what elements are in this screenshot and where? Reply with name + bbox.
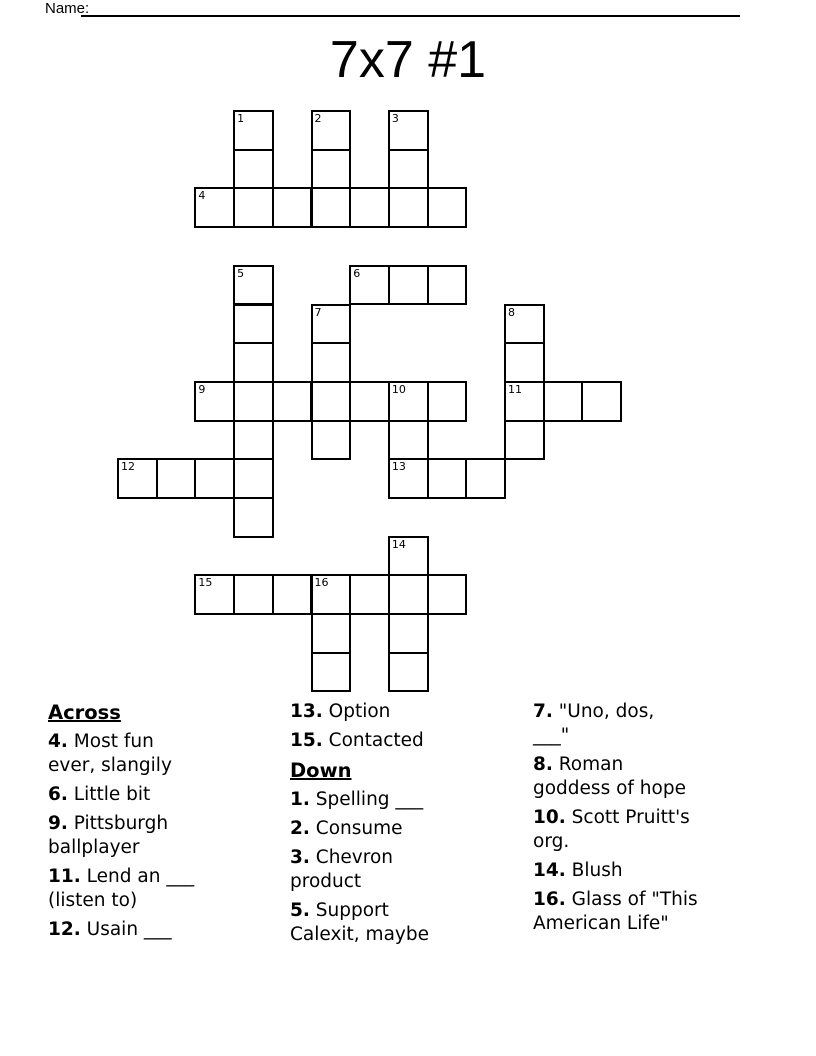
crossword-grid — [117, 110, 623, 693]
grid-cell[interactable] — [311, 304, 352, 345]
grid-cell[interactable] — [311, 613, 352, 654]
clue-6: 6. Little bit — [48, 784, 151, 805]
cell-number: 15 — [198, 576, 213, 590]
grid-cell[interactable] — [427, 458, 468, 499]
grid-cell[interactable] — [311, 110, 352, 151]
clue-4: 4. Most fun ever, slangily — [48, 731, 172, 776]
grid-cell[interactable] — [388, 574, 429, 615]
grid-cell[interactable] — [465, 458, 506, 499]
grid-cell[interactable] — [543, 381, 584, 422]
cell-number: 10 — [391, 382, 406, 396]
grid-cell[interactable] — [349, 187, 390, 228]
clue-11: 11. Lend an ___ (listen to) — [48, 866, 195, 911]
grid-cell[interactable] — [233, 149, 274, 190]
clue-12: 12. Usain ___ — [48, 919, 172, 940]
grid-cell[interactable] — [427, 574, 468, 615]
clue-13: 13. Option — [290, 701, 391, 722]
grid-cell[interactable] — [388, 149, 429, 190]
grid-cell[interactable] — [233, 304, 274, 345]
grid-cell[interactable] — [388, 536, 429, 577]
grid-cell[interactable] — [311, 420, 352, 461]
grid-cell[interactable] — [272, 187, 313, 228]
clue-number: 14. — [533, 860, 566, 881]
grid-cell[interactable] — [388, 613, 429, 654]
cell-number: 1 — [237, 112, 245, 125]
grid-cell[interactable] — [581, 381, 622, 422]
cell-number: 11 — [508, 382, 522, 396]
grid-cell[interactable] — [388, 110, 429, 151]
clue-3: 3. Chevron product — [290, 847, 394, 892]
grid-cell[interactable] — [349, 265, 390, 306]
clue-number: 3. — [290, 847, 310, 868]
grid-cell[interactable] — [311, 342, 352, 383]
across-header: Across — [48, 701, 121, 724]
grid-cell[interactable] — [427, 187, 468, 228]
clue-9: 9. Pittsburgh ballplayer — [48, 813, 169, 858]
clue-number: 5. — [290, 900, 310, 921]
cell-number: 13 — [391, 460, 406, 474]
cell-number: 5 — [237, 266, 245, 280]
clue-number: 15. — [290, 730, 323, 751]
clue-number: 6. — [48, 784, 68, 805]
clue-number: 1. — [290, 789, 310, 810]
grid-cell[interactable] — [233, 381, 274, 422]
clue-number: 10. — [533, 807, 566, 828]
grid-cell[interactable] — [504, 381, 545, 422]
clue-14: 14. Blush — [533, 860, 623, 881]
grid-cell[interactable] — [194, 187, 235, 228]
grid-cell[interactable] — [388, 458, 429, 499]
down-header: Down — [290, 759, 352, 782]
name-input-line[interactable] — [81, 1, 740, 17]
grid-cell[interactable] — [117, 458, 158, 499]
grid-cell[interactable] — [311, 149, 352, 190]
clue-15: 15. Contacted — [290, 730, 424, 751]
grid-cell[interactable] — [311, 574, 352, 615]
grid-cell[interactable] — [349, 381, 390, 422]
clue-number: 7. — [533, 701, 553, 722]
grid-cell[interactable] — [388, 652, 429, 693]
grid-cell[interactable] — [233, 497, 274, 538]
cell-number: 4 — [198, 189, 206, 203]
cell-number: 9 — [198, 382, 206, 396]
grid-cell[interactable] — [194, 574, 235, 615]
grid-cell[interactable] — [156, 458, 197, 499]
grid-cell[interactable] — [233, 342, 274, 383]
clue-number: 8. — [533, 754, 553, 775]
grid-cell[interactable] — [311, 652, 352, 693]
clue-column-2 — [290, 700, 528, 952]
grid-cell[interactable] — [233, 420, 274, 461]
cell-number: 14 — [391, 537, 406, 551]
grid-cell[interactable] — [272, 381, 313, 422]
grid-cell[interactable] — [427, 265, 468, 306]
grid-cell[interactable] — [194, 458, 235, 499]
grid-cell[interactable] — [233, 265, 274, 306]
grid-cell[interactable] — [311, 381, 352, 422]
clue-7: 7. "Uno, dos, ___" — [533, 701, 655, 746]
grid-cell[interactable] — [233, 458, 274, 499]
clue-10: 10. Scott Pruitt's org. — [533, 807, 690, 852]
grid-cell[interactable] — [388, 265, 429, 306]
grid-cell[interactable] — [233, 110, 274, 151]
grid-cell[interactable] — [504, 420, 545, 461]
clue-number: 13. — [290, 701, 323, 722]
cell-number: 16 — [314, 576, 329, 590]
grid-cell[interactable] — [388, 381, 429, 422]
grid-cell[interactable] — [194, 381, 235, 422]
cell-number: 2 — [314, 112, 322, 125]
clue-number: 12. — [48, 919, 81, 940]
clue-number: 16. — [533, 889, 566, 910]
clue-1: 1. Spelling ___ — [290, 789, 424, 810]
cell-number: 12 — [121, 460, 135, 474]
grid-cell[interactable] — [388, 420, 429, 461]
cell-number: 3 — [391, 112, 399, 125]
cell-number: 8 — [508, 305, 515, 319]
clue-2: 2. Consume — [290, 818, 403, 839]
clue-number: 11. — [48, 866, 81, 887]
grid-cell[interactable] — [272, 574, 313, 615]
clue-5: 5. Support Calexit, maybe — [290, 900, 429, 945]
grid-cell[interactable] — [349, 574, 390, 615]
grid-cell[interactable] — [388, 187, 429, 228]
grid-cell[interactable] — [427, 381, 468, 422]
clue-column-3 — [533, 700, 771, 941]
clue-number: 4. — [48, 731, 68, 752]
grid-cell[interactable] — [233, 187, 274, 228]
grid-cell[interactable] — [504, 304, 545, 345]
cell-number: 6 — [353, 266, 361, 280]
page-title: 7x7 #1 — [329, 31, 487, 89]
cell-number: 7 — [314, 305, 322, 319]
clue-8: 8. Roman goddess of hope — [533, 754, 686, 799]
grid-cell[interactable] — [311, 187, 352, 228]
clue-column-1 — [48, 700, 286, 947]
grid-cell[interactable] — [233, 574, 274, 615]
clue-number: 9. — [48, 813, 68, 834]
name-label: Name: — [45, 0, 90, 17]
clue-number: 2. — [290, 818, 310, 839]
grid-cell[interactable] — [504, 342, 545, 383]
clue-16: 16. Glass of "This American Life" — [533, 889, 698, 934]
